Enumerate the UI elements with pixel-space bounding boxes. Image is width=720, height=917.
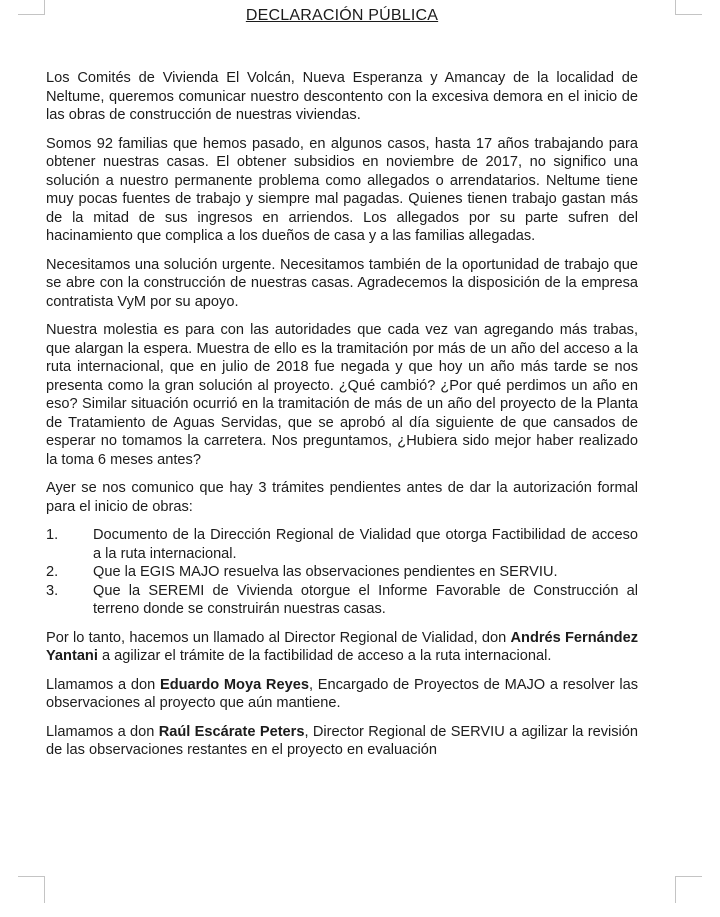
paragraph: Nuestra molestia es para con las autoridades que cada vez van agregando más trabas, que alargan la espera. Muestra de ello es la tramitación por más de un año del acceso a la ruta internacional, que en julio de 2018 fue negada y que hoy un año más tarde se nos presenta como la gran solución al proyecto. ¿Qué cambió? ¿Por qué perdimos un año en eso? Similar situación ocurrió en la tramitación de más de un año del proyecto de la Planta de Tratamiento de Aguas Servidas, que se aprobó al día siguiente de que cansados de esperar no tomamos la carretera. Nos preguntamos, ¿Hubiera sido mejor haber realizado la toma 6 meses antes? xyxy=(46,322,638,468)
paragraph: Los Comités de Vivienda El Volcán, Nueva Esperanza y Amancay de la localidad de Neltume, queremos comunicar nuestro descontento con la excesiva demora en el inicio de las obras de construcción de nuestras viviendas. xyxy=(46,70,638,123)
list-item xyxy=(46,526,638,563)
official-name: Eduardo Moya Reyes xyxy=(159,676,309,693)
list-item-text: Que la SEREMI de Vivienda otorgue el Informe Favorable de Construcción al terreno donde se construirán nuestras casas. xyxy=(93,582,638,617)
list-item-text: Que la EGIS MAJO resuelva las observaciones pendientes en SERVIU. xyxy=(93,564,558,580)
document-title: DECLARACIÓN PÚBLICA xyxy=(245,7,439,24)
list-item-number: 2. xyxy=(46,564,59,580)
paragraph: Necesitamos una solución urgente. Necesitamos también de la oportunidad de trabajo que se abre con la construcción de nuestras casas. Agradecemos la disposición de la empresa contratista VyM por su apoyo. xyxy=(46,256,638,310)
closing-paragraph xyxy=(46,676,638,713)
page-corner-mark xyxy=(675,876,702,903)
list-item xyxy=(46,582,638,619)
list-item-number: 3. xyxy=(46,582,59,599)
official-name: Raúl Escárate Peters xyxy=(158,723,305,740)
page-corner-mark xyxy=(675,0,702,15)
closing-text: Llamamos a don xyxy=(46,723,159,740)
page-corner-mark xyxy=(18,876,45,903)
paragraph: Somos 92 familias que hemos pasado, en algunos casos, hasta 17 años trabajando para obtener nuestras casas. El obtener subsidios en noviembre de 2017, no significo una solución a nuestro permanente problema como allegados o arrendatarios. Neltume tiene muy pocas fuentes de trabajo y siempre mal pagadas. Quienes tienen trabajo gastan más de la mitad de sus ingresos en arriendos. Los allegados por su parte sufren del hacinamiento que complica a los dueños de casa y a las familias allegadas. xyxy=(46,135,638,244)
closing-text: Por lo tanto, hacemos un llamado al Director Regional de Vialidad, don xyxy=(46,629,511,646)
paragraph: Ayer se nos comunico que hay 3 trámites pendientes antes de dar la autorización formal para el inicio de obras: xyxy=(46,480,638,515)
document-page xyxy=(46,6,638,770)
list-item-number: 1. xyxy=(46,527,59,543)
official-name: Andrés Fernández Yantani xyxy=(46,629,638,664)
closing-paragraph xyxy=(46,723,638,760)
closing-paragraph xyxy=(46,629,638,666)
closing-text: Llamamos a don xyxy=(46,676,160,693)
list-item xyxy=(46,563,638,582)
page-corner-mark xyxy=(18,0,45,15)
closing-text: , Director Regional de SERVIU a agilizar la revisión de las observaciones restantes en el proyecto en evaluación xyxy=(46,723,639,758)
list-item-text: Documento de la Dirección Regional de Vialidad que otorga Factibilidad de acceso a la ruta internacional. xyxy=(93,527,638,562)
closing-text: a agilizar el trámite de la factibilidad de acceso a la ruta internacional. xyxy=(97,648,552,664)
closing-text: , Encargado de Proyectos de MAJO a resolver las observaciones al proyecto que aún mantiene. xyxy=(46,676,639,711)
pending-steps-list xyxy=(46,526,638,619)
